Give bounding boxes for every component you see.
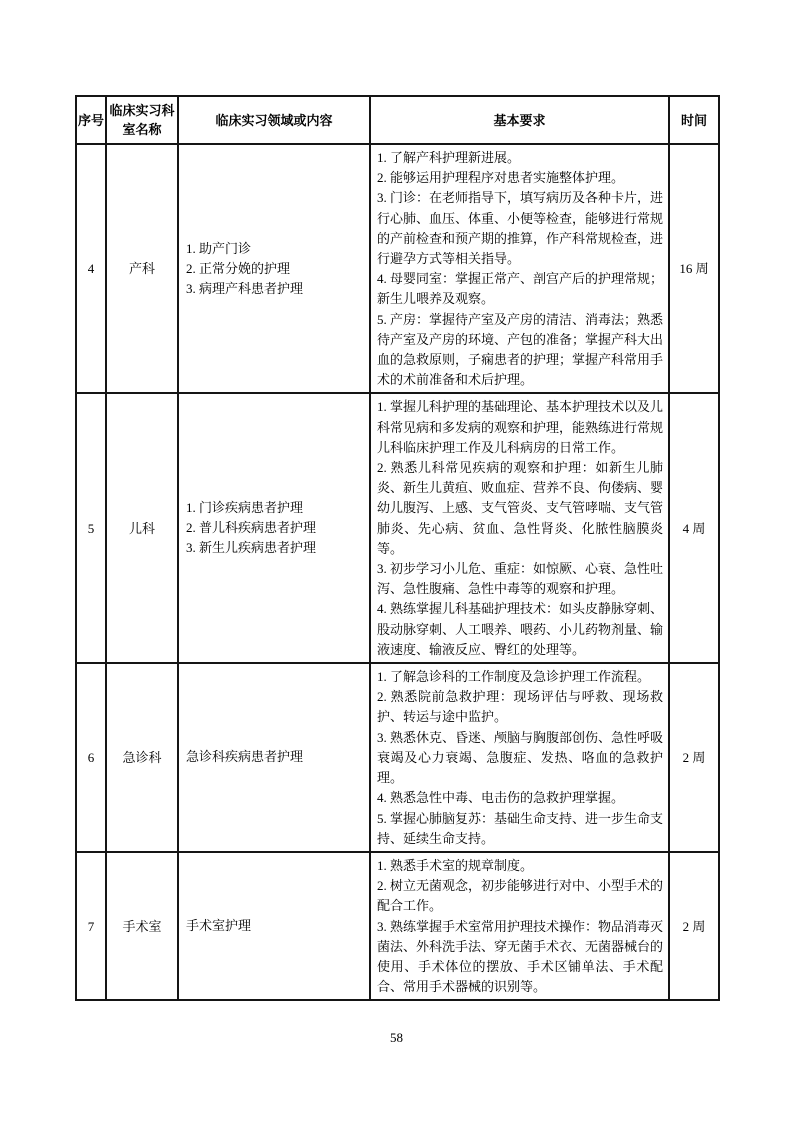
cell-duration: 2 周 <box>669 663 719 852</box>
column-header-serial: 序号 <box>76 96 106 144</box>
cell-content <box>178 393 370 663</box>
cell-duration: 16 周 <box>669 144 719 393</box>
cell-department: 急诊科 <box>106 663 178 852</box>
column-header-requirements: 基本要求 <box>370 96 669 144</box>
content-item: 急诊科疾病患者护理 <box>186 749 304 765</box>
requirement-item: 5. 产房：掌握待产室及产房的清洁、消毒法；熟悉待产室及产房的环境、产包的准备；掌握产科大出血的急救原则，子痫患者的护理；掌握产科常用手术的术前准备和术后护理。 <box>377 311 664 388</box>
cell-department: 儿科 <box>106 393 178 663</box>
cell-serial-number: 4 <box>76 144 106 393</box>
table-row <box>76 393 719 663</box>
requirement-item: 4. 母婴同室：掌握正常产、剖宫产后的护理常规；新生儿喂养及观察。 <box>377 271 664 307</box>
content-item: 1. 门诊疾病患者护理 <box>186 500 304 516</box>
requirement-item: 1. 了解产科护理新进展。 <box>377 150 521 165</box>
column-header-time: 时间 <box>669 96 719 144</box>
cell-duration: 2 周 <box>669 852 719 1000</box>
cell-duration: 4 周 <box>669 393 719 663</box>
cell-serial-number: 7 <box>76 852 106 1000</box>
cell-requirements <box>370 852 669 1000</box>
content-item: 1. 助产门诊 <box>186 240 252 256</box>
requirement-item: 3. 门诊：在老师指导下，填写病历及各种卡片，进行心肺、血压、体重、小便等检查，能够进行常规的产前检查和预产期的推算，作产科常规检查，进行避孕方式等相关指导。 <box>377 190 664 267</box>
cell-serial-number: 6 <box>76 663 106 852</box>
internship-requirements-table <box>75 95 720 1001</box>
page-number: 58 <box>390 1030 403 1045</box>
table-row <box>76 144 719 393</box>
requirement-item: 3. 熟悉休克、昏迷、颅脑与胸腹部创伤、急性呼吸衰竭及心力衰竭、急腹症、发热、咯血的急救护理。 <box>377 729 664 786</box>
requirement-item: 3. 熟练掌握手术室常用护理技术操作：物品消毒灭菌法、外科洗手法、穿无菌手术衣、无菌器械台的使用、手术体位的摆放、手术区铺单法、手术配合、常用手术器械的识别等。 <box>377 918 664 995</box>
content-item: 手术室护理 <box>186 918 252 934</box>
cell-requirements <box>370 393 669 663</box>
cell-department: 产科 <box>106 144 178 393</box>
content-item: 3. 新生儿疾病患者护理 <box>186 540 317 556</box>
requirement-item: 2. 熟悉院前急救护理：现场评估与呼救、现场救护、转运与途中监护。 <box>377 689 663 725</box>
cell-requirements <box>370 144 669 393</box>
requirement-item: 1. 熟悉手术室的规章制度。 <box>377 857 534 873</box>
content-item: 3. 病理产科患者护理 <box>186 280 304 296</box>
column-header-content: 临床实习领域或内容 <box>178 96 370 144</box>
cell-serial-number: 5 <box>76 393 106 663</box>
table-row <box>76 663 719 852</box>
requirement-item: 5. 掌握心肺脑复苏：基础生命支持、进一步生命支持、延续生命支持。 <box>377 810 664 846</box>
requirement-item: 4. 熟练掌握儿科基础护理技术：如头皮静脉穿刺、股动脉穿刺、人工喂养、喂药、小儿药物剂量、输液速度、输液反应、臀红的处理等。 <box>377 601 664 657</box>
requirement-item: 2. 能够运用护理程序对患者实施整体护理。 <box>377 170 625 186</box>
requirement-item: 2. 树立无菌观念，初步能够进行对中、小型手术的配合工作。 <box>377 878 664 914</box>
content-item: 2. 普儿科疾病患者护理 <box>186 520 317 536</box>
cell-requirements <box>370 663 669 852</box>
cell-content <box>178 852 370 1000</box>
requirement-item: 2. 熟悉儿科常见疾病的观察和护理：如新生儿肺炎、新生儿黄疸、败血症、营养不良、佝偻病、婴幼儿腹泻、上感、支气管炎、支气管哮喘、支气管肺炎、先心病、贫血、急性肾炎、化脓性脑膜炎等。 <box>377 460 664 556</box>
table-row <box>76 852 719 1000</box>
cell-content <box>178 144 370 393</box>
column-header-department: 临床实习科室名称 <box>106 96 178 144</box>
cell-content <box>178 663 370 852</box>
content-item: 2. 正常分娩的护理 <box>186 260 291 276</box>
table-header-row <box>76 96 719 144</box>
requirement-item: 1. 了解急诊科的工作制度及急诊护理工作流程。 <box>377 669 651 685</box>
cell-department: 手术室 <box>106 852 178 1000</box>
requirement-item: 3. 初步学习小儿危、重症：如惊厥、心衰、急性吐泻、急性腹痛、急性中毒等的观察和护理。 <box>377 561 664 597</box>
requirement-item: 4. 熟悉急性中毒、电击伤的急救护理掌握。 <box>377 790 625 806</box>
requirement-item: 1. 掌握儿科护理的基础理论、基本护理技术以及儿科常见病和多发病的观察和护理，能熟练进行常规儿科临床护理工作及儿科病房的日常工作。 <box>377 399 664 455</box>
